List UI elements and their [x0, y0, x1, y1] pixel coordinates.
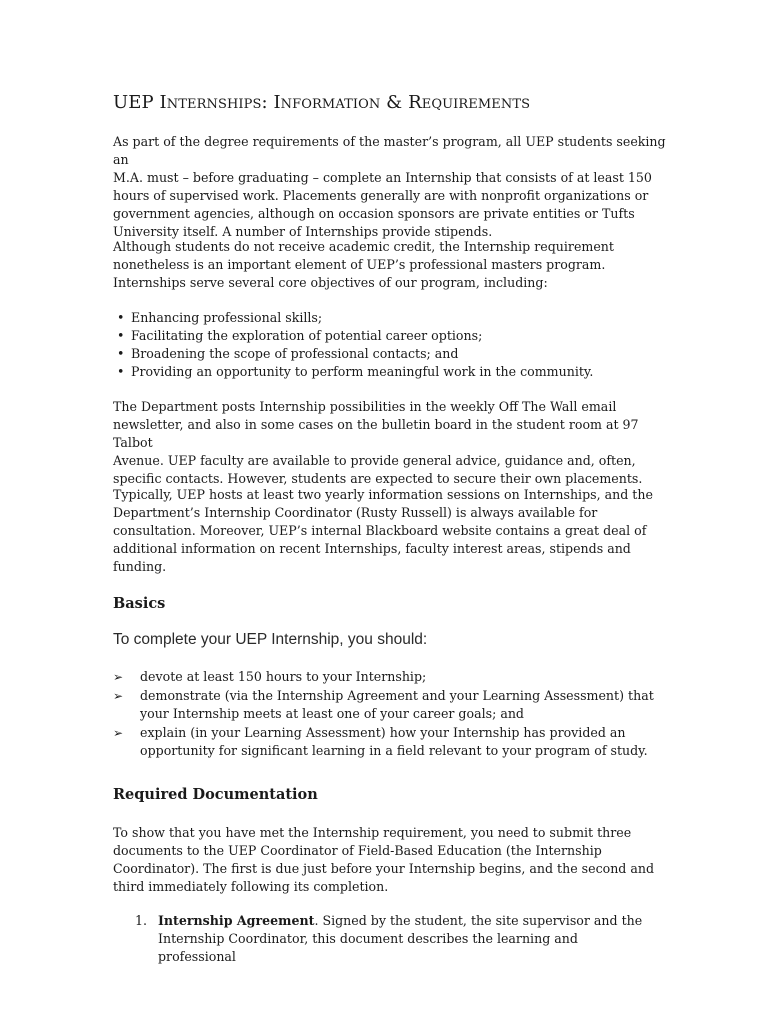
list-item-text: devote at least 150 hours to your Internship; — [140, 669, 427, 684]
list-item — [117, 363, 593, 381]
basics-intro: To complete your UEP Internship, you should: — [113, 631, 428, 648]
list-item — [113, 687, 673, 724]
list-item — [117, 345, 593, 363]
basics-heading: Basics — [113, 595, 166, 612]
list-item-text: explain (in your Learning Assessment) how your Internship has provided an opportunity for significant learning in a field relevant to your program of study. — [140, 724, 648, 758]
list-item-text: Enhancing professional skills; — [131, 310, 323, 325]
bullet-icon: • — [117, 328, 125, 343]
list-item-text: Providing an opportunity to perform meaningful work in the community. — [131, 364, 594, 379]
document-title: UEP Internships: Information & Requirements — [113, 92, 531, 113]
list-item-text: . Signed by the student, the site supervisor and the Internship Coordinator, this document describes the learning and professional — [158, 913, 643, 964]
documentation-paragraph: To show that you have met the Internship requirement, you need to submit three documents to the UEP Coordinator of Field-Based Education (the Internship Coordinator). The first is due just before your Internship begins, and the second and third immediately following its completion. — [113, 825, 655, 894]
list-item — [117, 327, 593, 345]
arrow-bullet-icon: ➢ — [113, 688, 124, 703]
list-item-number: 1. — [135, 913, 148, 928]
documentation-list — [135, 912, 655, 966]
list-item-text: Facilitating the exploration of potential career options; — [131, 328, 483, 343]
bullet-icon: • — [117, 310, 125, 325]
list-item — [117, 309, 593, 327]
list-item — [135, 912, 655, 966]
basics-list — [113, 668, 673, 761]
intro-paragraph: As part of the degree requirements of the master’s program, all UEP students seeking an M.A. must – before graduating – complete an Internship that consists of at least 150 hours of supervised work. Placements generally are with nonprofit organizations or government agencies, although on occasion sponsors are private entities or Tufts University itself. A number of Internships provide stipends. — [113, 134, 666, 239]
bullet-icon: • — [117, 346, 125, 361]
documentation-heading: Required Documentation — [113, 786, 318, 803]
list-item-label: Internship Agreement — [158, 913, 315, 928]
objectives-list — [117, 309, 593, 381]
info-sessions-paragraph: Typically, UEP hosts at least two yearly information sessions on Internships, and the Department’s Internship Coordinator (Rusty Russell) is always available for consultation. Moreover, UEP’s internal Blackboard website contains a great deal of additional information on recent Internships, faculty interest areas, stipends and funding. — [113, 487, 653, 574]
bullet-icon: • — [117, 364, 125, 379]
list-item — [113, 724, 673, 761]
objectives-paragraph: Although students do not receive academic credit, the Internship requirement nonetheless is an important element of UEP’s professional masters program. Internships serve several core objectives of our program, including: — [113, 239, 614, 290]
list-item — [113, 668, 673, 687]
arrow-bullet-icon: ➢ — [113, 725, 124, 740]
list-item-text: Broadening the scope of professional contacts; and — [131, 346, 459, 361]
arrow-bullet-icon: ➢ — [113, 670, 124, 684]
postings-paragraph: The Department posts Internship possibilities in the weekly Off The Wall email newsletter, and also in some cases on the bulletin board in the student room at 97 Talbot Avenue. UEP faculty are available to provide general advice, guidance and, often, specific contacts. However, students are expected to secure their own placements. — [113, 399, 643, 486]
list-item-text: demonstrate (via the Internship Agreement and your Learning Assessment) that your Internship meets at least one of your career goals; and — [140, 687, 654, 721]
